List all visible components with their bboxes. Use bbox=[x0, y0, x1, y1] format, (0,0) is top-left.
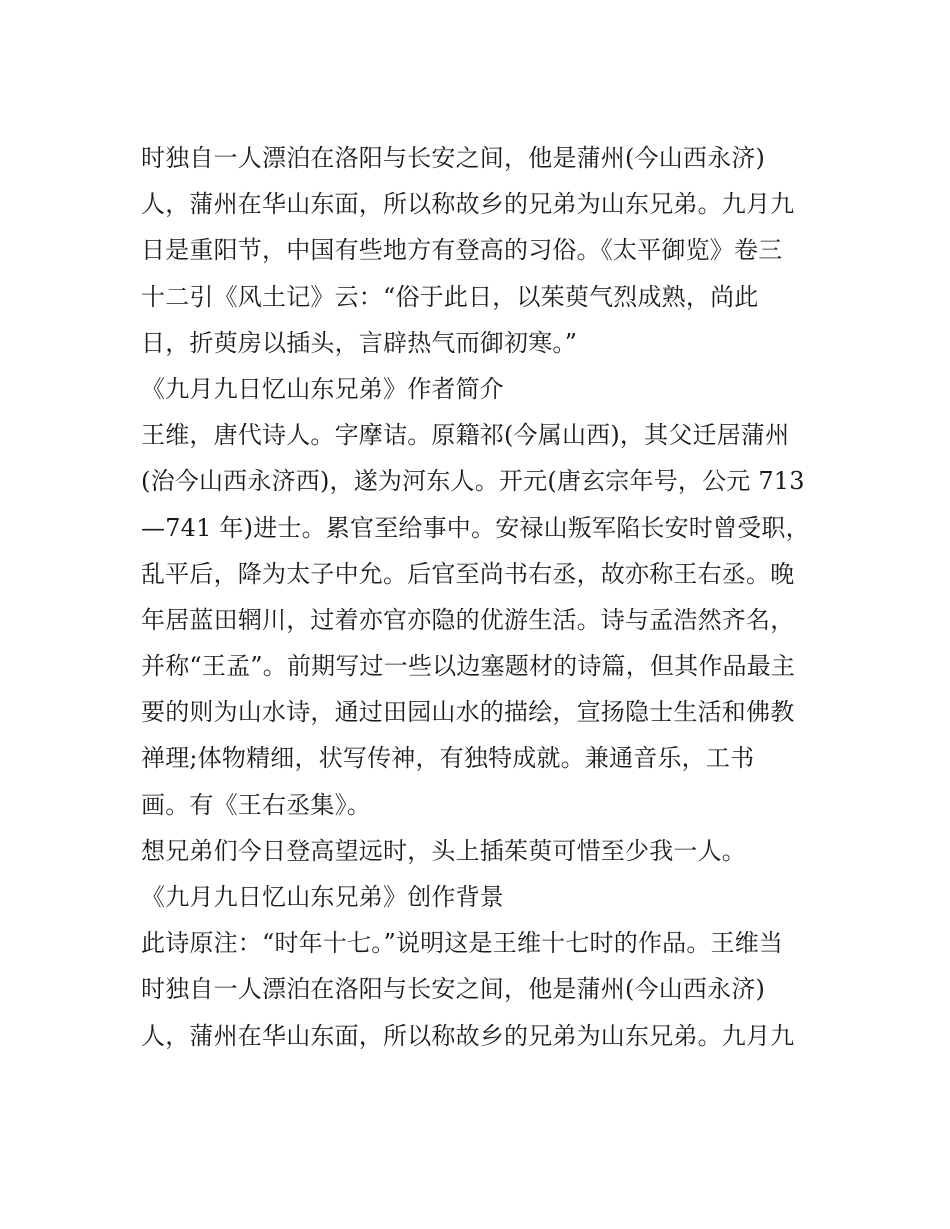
text-line: 人，蒲州在华山东面，所以称故乡的兄弟为山东兄弟。九月九 bbox=[141, 1021, 795, 1050]
text-line: 并称“王孟”。前期写过一些以边塞题材的诗篇，但其作品最主 bbox=[141, 652, 796, 681]
text-line: 日是重阳节，中国有些地方有登高的习俗。《太平御览》卷三 bbox=[141, 236, 783, 265]
text-line: 王维，唐代诗人。字摩诘。原籍祁(今属山西)，其父迁居蒲州 bbox=[141, 421, 790, 450]
text-line: 乱平后，降为太子中允。后官至尚书右丞，故亦称王右丞。晚 bbox=[141, 559, 795, 588]
text-line: 要的则为山水诗，通过田园山水的描绘，宣扬隐士生活和佛教 bbox=[141, 698, 795, 727]
section-heading-background: 《九月九日忆山东兄弟》创作背景 bbox=[141, 883, 504, 911]
text-line: 十二引《风土记》云：“俗于此日，以茱萸气烈成熟，尚此 bbox=[141, 282, 759, 311]
text-body bbox=[141, 135, 821, 1059]
text-line: 想兄弟们今日登高望远时，头上插茱萸可惜至少我一人。 bbox=[141, 836, 746, 865]
text-line: 画。有《王右丞集》。 bbox=[141, 790, 371, 819]
text-line: 日，折萸房以插头，言辟热气而御初寒。” bbox=[141, 328, 578, 357]
text-line: 时独自一人漂泊在洛阳与长安之间，他是蒲州(今山西永济) bbox=[141, 975, 766, 1004]
text-line: (治今山西永济西)，遂为河东人。开元(唐玄宗年号，公元 713 bbox=[141, 467, 805, 496]
text-line: 此诗原注：“时年十七。”说明这是王维十七时的作品。王维当 bbox=[141, 929, 784, 958]
text-line: 禅理;体物精细，状写传神，有独特成就。兼通音乐，工书 bbox=[141, 744, 755, 773]
text-line: 年居蓝田辋川，过着亦官亦隐的优游生活。诗与孟浩然齐名， bbox=[141, 605, 795, 634]
text-line: —741 年)进士。累官至给事中。安禄山叛军陷长安时曾受职， bbox=[141, 513, 810, 542]
text-line: 人，蒲州在华山东面，所以称故乡的兄弟为山东兄弟。九月九 bbox=[141, 190, 795, 219]
text-line: 时独自一人漂泊在洛阳与长安之间，他是蒲州(今山西永济) bbox=[141, 144, 766, 172]
section-heading-author-intro: 《九月九日忆山东兄弟》作者简介 bbox=[141, 374, 504, 403]
